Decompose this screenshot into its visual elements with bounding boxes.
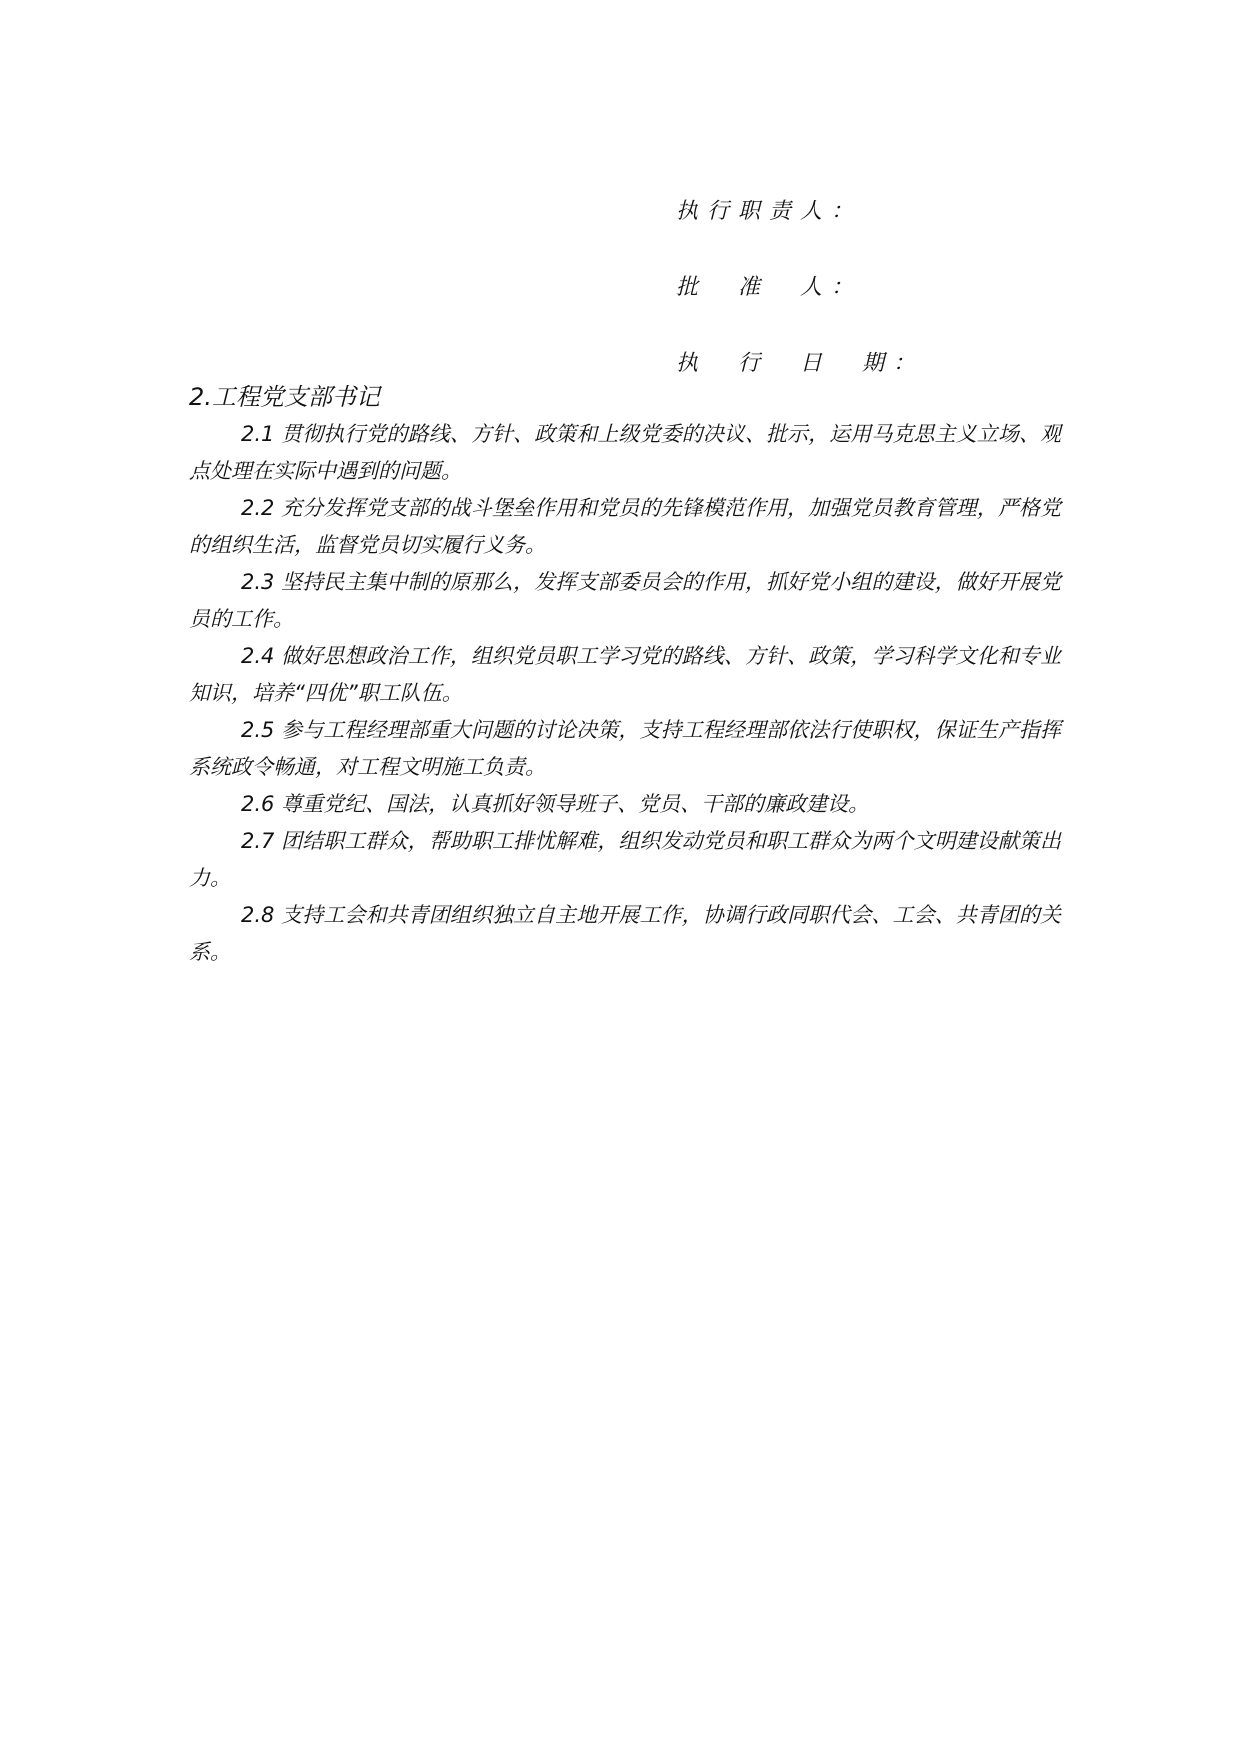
duty-item: 2.6 尊重党纪、国法，认真抓好领导班子、党员、干部的廉政建设。 bbox=[241, 792, 870, 816]
duty-item: 2.5 参与工程经理部重大问题的讨论决策，支持工程经理部依法行使职权，保证生产指挥系统政令畅通，对工程文明施工负责。 bbox=[189, 718, 1061, 779]
section-title: 2.工程党支部书记 bbox=[189, 383, 380, 411]
duty-item: 2.7 团结职工群众，帮助职工排忧解难，组织发动党员和职工群众为两个文明建设献策出力。 bbox=[189, 829, 1061, 890]
duty-item: 2.1 贯彻执行党的路线、方针、政策和上级党委的决议、批示，运用马克思主义立场、观点处理在实际中遇到的问题。 bbox=[189, 422, 1061, 483]
executor-label: 执行职责人： bbox=[676, 199, 863, 224]
duty-item: 2.8 支持工会和共青团组织独立自主地开展工作，协调行政同职代会、工会、共青团的关系。 bbox=[189, 903, 1061, 964]
date-label: 执 行 日 期： bbox=[676, 351, 925, 376]
section-content bbox=[189, 378, 1061, 971]
duty-item: 2.2 充分发挥党支部的战斗堡垒作用和党员的先锋模范作用，加强党员教育管理，严格党的组织生活，监督党员切实履行义务。 bbox=[189, 496, 1061, 557]
duty-item: 2.3 坚持民主集中制的原那么，发挥支部委员会的作用，抓好党小组的建设，做好开展党员的工作。 bbox=[189, 570, 1061, 631]
duty-item: 2.4 做好思想政治工作，组织党员职工学习党的路线、方针、政策，学习科学文化和专业知识，培养“四优”职工队伍。 bbox=[189, 644, 1061, 705]
approver-label: 批 准 人： bbox=[676, 275, 863, 300]
